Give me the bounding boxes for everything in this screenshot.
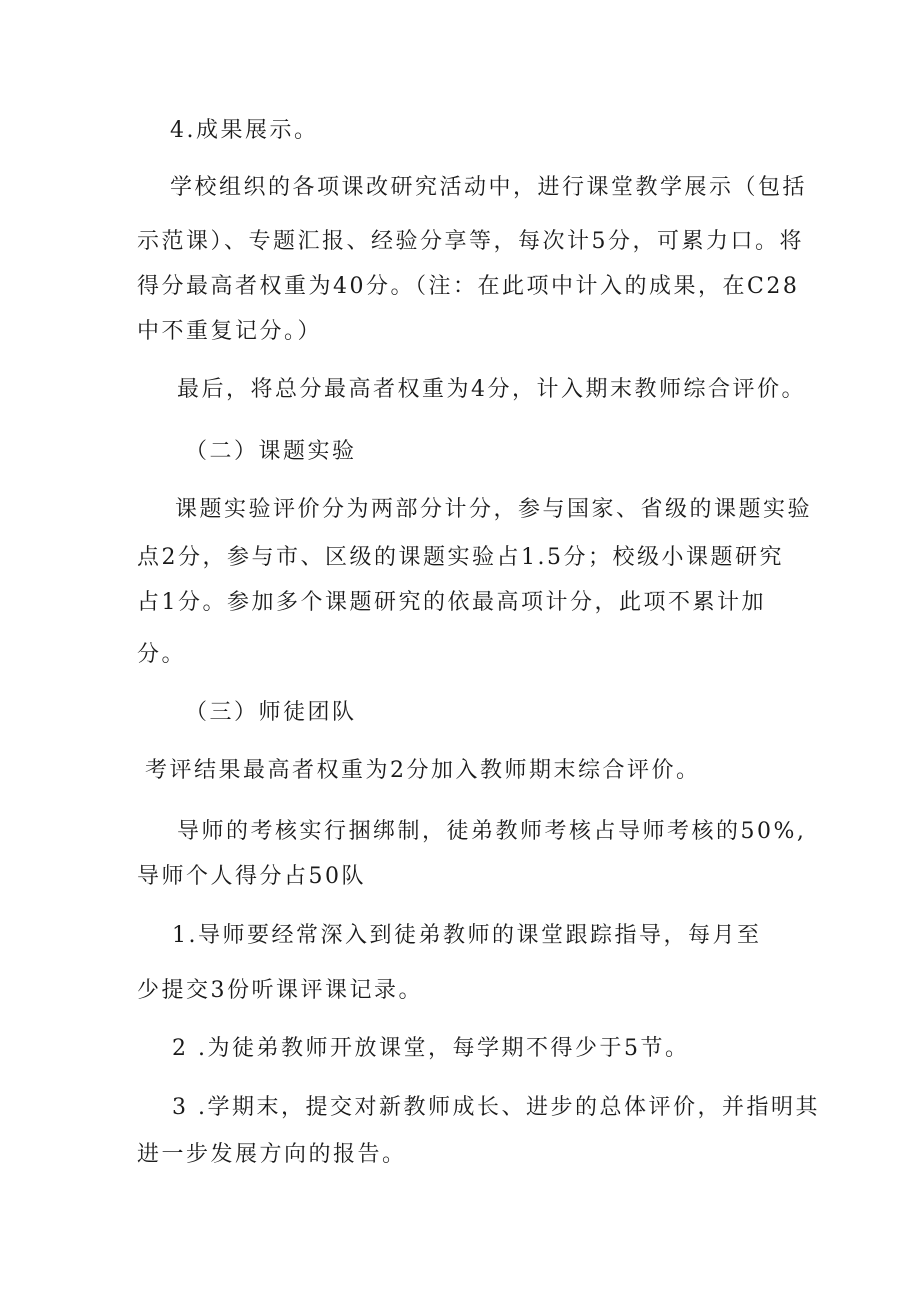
subsection-heading-mentor-team: （三）师徒团队: [185, 700, 357, 725]
paragraph-line: 课题实验评价分为两部分计分，参与国家、省级的课题实验: [175, 497, 813, 522]
paragraph-line: 少提交3份听课评课记录。: [137, 978, 423, 1003]
paragraph-line: 示范课）、专题汇报、经验分享等，每次计5分，可累力口。将: [137, 229, 804, 254]
list-item: 3 .学期末，提交对新教师成长、进步的总体评价，并指明其: [172, 1095, 820, 1120]
paragraph-line: 导师个人得分占50队: [137, 864, 366, 889]
paragraph-line: 学校组织的各项课改研究活动中，进行课堂教学展示（包括: [170, 175, 808, 200]
list-item: 2 .为徒弟教师开放课堂，每学期不得少于5节。: [172, 1036, 690, 1061]
paragraph-line: 最后，将总分最高者权重为4分，计入期末教师综合评价。: [177, 377, 806, 402]
paragraph-line: 考评结果最高者权重为2分加入教师期末综合评价。: [145, 758, 701, 783]
paragraph-line: 占1分。参加多个课题研究的依最高项计分，此项不累计加: [137, 590, 766, 615]
paragraph-line: 得分最高者权重为40分。（注：在此项中计入的成果，在C28: [137, 274, 800, 299]
subsection-heading-topic-experiment: （二）课题实验: [185, 439, 357, 464]
paragraph-line: 导师的考核实行捆绑制，徒弟教师考核占导师考核的50%,: [177, 819, 807, 844]
paragraph-line: 进一步发展方向的报告。: [137, 1142, 407, 1167]
paragraph-line: 分。: [137, 642, 187, 667]
paragraph-line: 点2分，参与市、区级的课题实验占1.5分；校级小课题研究: [137, 545, 784, 570]
section-heading-results-display: 4.成果展示。: [170, 118, 319, 143]
paragraph-line: 中不重复记分。）: [137, 319, 323, 344]
list-item: 1.导师要经常深入到徒弟教师的课堂跟踪指导，每月至: [172, 923, 762, 948]
